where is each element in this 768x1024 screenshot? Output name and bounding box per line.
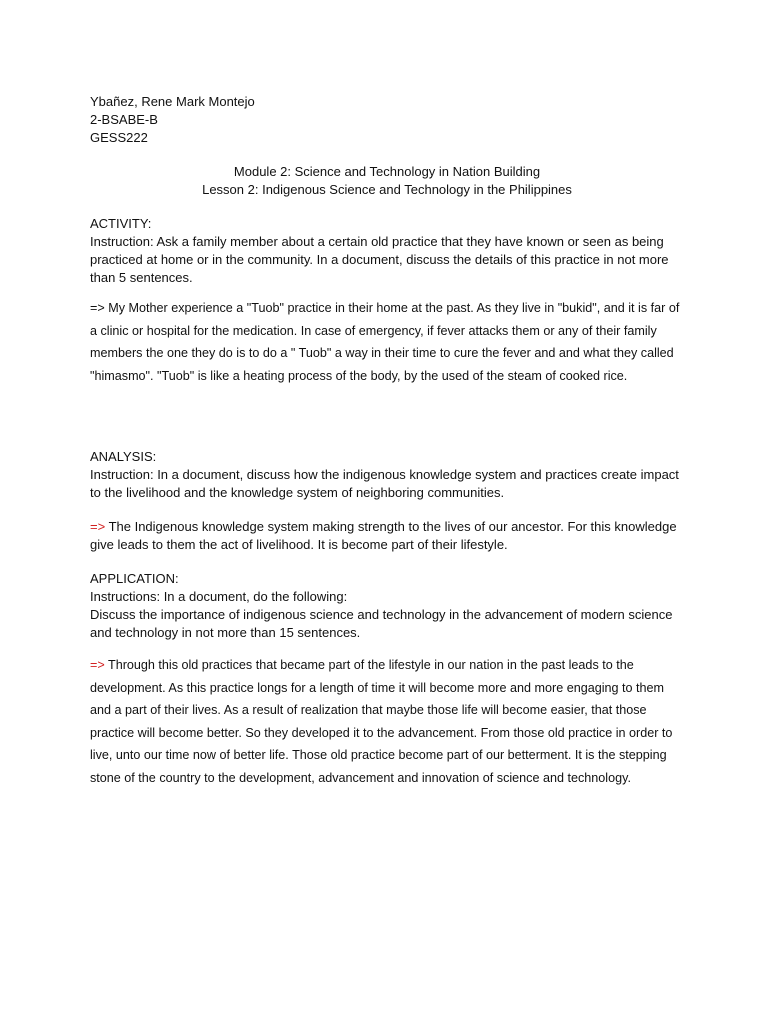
- application-section: [90, 570, 684, 642]
- lesson-title: Lesson 2: Indigenous Science and Technology in the Philippines: [202, 182, 572, 197]
- student-section: 2-BSABE-B: [90, 112, 158, 127]
- analysis-section: [90, 448, 684, 502]
- activity-answer-arrow: =>: [90, 301, 105, 315]
- course-code: GESS222: [90, 130, 148, 145]
- application-answer-text: Through this old practices that became part of the lifestyle in our nation in the past leads to the development. As this practice longs for a length of time it will become more and more engaging to them and a part of their lives. As a result of realization that maybe those life will become easier, that those practice will become better. So they developed it to the advancement. From those old practice in order to live, unto our time now of better life. Those old practice become part of our betterment. It is the stepping stone of the country to the development, advancement and innovation of science and technology.: [90, 658, 673, 785]
- analysis-answer-arrow: =>: [90, 519, 106, 534]
- activity-section: [90, 215, 684, 287]
- module-title: Module 2: Science and Technology in Nation Building: [233, 164, 541, 179]
- activity-instruction: Instruction: Ask a family member about a certain old practice that they have known or seen as being practiced at home or in the community. In a document, discuss the details of this practice in not more than 5 sentences.: [90, 234, 669, 285]
- analysis-answer-text: The Indigenous knowledge system making strength to the lives of our ancestor. For this knowledge give leads to them the act of livelihood. It is become part of their lifestyle.: [90, 519, 677, 552]
- activity-heading: ACTIVITY:: [90, 216, 152, 231]
- application-instruction-line1: Instructions: In a document, do the following:: [90, 589, 348, 604]
- student-name: Ybañez, Rene Mark Montejo: [90, 94, 255, 109]
- activity-answer: [90, 297, 684, 387]
- application-heading: APPLICATION:: [90, 571, 179, 586]
- analysis-heading: ANALYSIS:: [90, 449, 157, 464]
- application-instruction-line2: Discuss the importance of indigenous science and technology in the advancement of modern science and technology in not more than 15 sentences.: [90, 607, 673, 640]
- activity-answer-text: My Mother experience a "Tuob" practice in their home at the past. As they live in "bukid", and it is far of a clinic or hospital for the medication. In case of emergency, if fever attacks them or any of their family members the one they do is to do a " Tuob" a way in their time to cure the fever and and what they called "himasmo". "Tuob" is like a heating process of the body, by the used of the steam of cooked rice.: [90, 301, 680, 383]
- application-answer-arrow: =>: [90, 658, 105, 672]
- analysis-instruction: Instruction: In a document, discuss how the indigenous knowledge system and practices create impact to the livelihood and the knowledge system of neighboring communities.: [90, 467, 679, 500]
- application-answer: [90, 654, 684, 789]
- student-header: [90, 93, 684, 147]
- analysis-answer: [90, 518, 684, 554]
- document-title: [90, 163, 684, 199]
